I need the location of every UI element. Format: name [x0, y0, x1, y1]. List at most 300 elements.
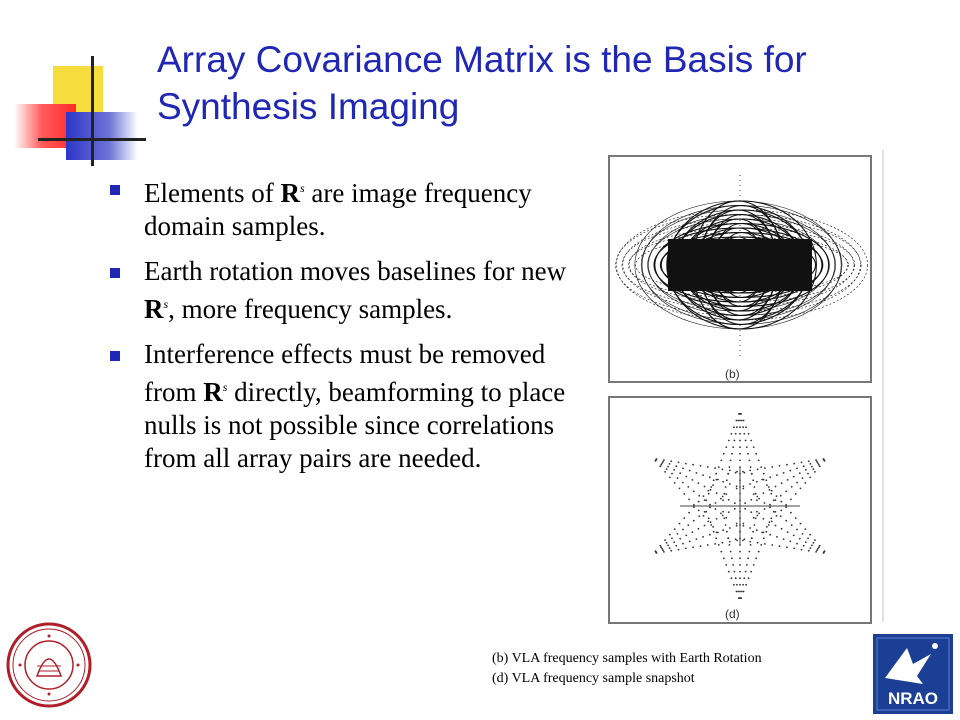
uv-sample-dot: [793, 476, 795, 478]
uv-sample-dot: [704, 525, 706, 527]
uv-sample-dot: [783, 538, 785, 540]
uv-sample-dot: [704, 511, 706, 513]
uv-sample-dot: [789, 470, 791, 472]
uv-sample-dot: [731, 453, 733, 455]
uv-sample-dot: [785, 490, 787, 492]
uv-sample-dot: [707, 466, 709, 468]
uv-sample-dot: [732, 564, 734, 566]
uv-sample-dot: [736, 485, 738, 487]
uv-sample-dot: [824, 460, 826, 462]
uv-sample-dot: [662, 549, 664, 551]
uv-sample-dot: [660, 546, 662, 548]
uv-sample-dot: [715, 508, 717, 510]
uv-sample-dot: [755, 557, 757, 559]
uv-sample-dot: [769, 504, 771, 506]
uv-sample-dot: [745, 426, 747, 428]
uv-sample-dot: [739, 420, 741, 422]
uv-sample-dot: [783, 472, 785, 474]
uv-sample-dot: [753, 564, 755, 566]
uv-sample-dot: [713, 531, 715, 533]
uv-sample-dot: [769, 476, 771, 478]
bullet-text-post: are image frequency domain samples.: [144, 178, 532, 241]
uv-sample-dot: [811, 545, 813, 547]
uv-sample-dot: [763, 518, 765, 520]
uv-sample-dot: [725, 446, 727, 448]
uv-sample-dot: [810, 463, 812, 465]
uv-sample-dot: [698, 515, 700, 517]
uv-sample-dot: [750, 571, 752, 573]
uv-sample-dot: [698, 495, 700, 497]
uv-sample-dot: [745, 571, 747, 573]
uv-sample-dot: [749, 541, 751, 543]
uv-sample-dot: [771, 544, 773, 546]
uv-sample-dot: [779, 465, 781, 467]
uv-sample-dot: [725, 493, 727, 495]
uv-sample-dot: [728, 499, 730, 501]
uv-sample-dot: [709, 504, 711, 506]
uv-sample-dot: [743, 577, 745, 579]
bullet-marker-icon: [110, 268, 120, 278]
uv-sample-dot: [698, 528, 700, 530]
uv-sample-dot: [702, 536, 704, 538]
uv-sample-dot: [815, 551, 817, 553]
uv-sample-dot: [666, 542, 668, 544]
uv-sample-dot: [742, 488, 744, 490]
uv-sample-dot: [751, 473, 753, 475]
uv-sample-dot: [739, 453, 741, 455]
uv-sample-dot: [816, 461, 818, 463]
uv-sample-dot: [743, 591, 745, 593]
uv-sample-dot: [683, 517, 685, 519]
uv-sample-dot: [728, 571, 730, 573]
uv-sample-dot: [752, 479, 754, 481]
bullet-marker-icon: [110, 185, 120, 195]
uv-sample-dot: [727, 537, 729, 539]
uv-sample-dot: [747, 557, 749, 559]
uv-sample-dot: [750, 440, 752, 442]
uv-sample-dot: [670, 550, 672, 552]
uv-sample-dot: [742, 523, 744, 525]
uv-sample-dot: [756, 515, 758, 517]
uv-sample-dot: [661, 548, 663, 550]
uv-sample-dot: [781, 528, 783, 530]
uv-sample-dot: [675, 545, 677, 547]
uv-sample-dot: [713, 479, 715, 481]
uv-sample-dot: [749, 460, 751, 462]
uv-sample-dot: [722, 515, 724, 517]
uv-sample-dot: [808, 550, 810, 552]
uv-sample-dot: [739, 460, 741, 462]
uv-sample-dot: [771, 521, 773, 523]
uv-sample-dot: [742, 540, 744, 542]
uv-sample-dot: [771, 490, 773, 492]
bullet-text-sup: s: [299, 181, 305, 195]
uv-sample-dot: [732, 446, 734, 448]
uv-sample-dot: [728, 511, 730, 513]
uv-snapshot-plot: [610, 398, 870, 622]
uv-sample-dot: [754, 524, 756, 526]
uv-sample-dot: [737, 591, 739, 593]
uv-sample-dot: [756, 511, 758, 513]
uv-sample-dot: [674, 528, 676, 530]
uv-sample-dot: [739, 433, 741, 435]
uv-sample-dot: [758, 513, 760, 515]
uv-sample-dot: [723, 517, 725, 519]
uv-sample-dot: [685, 535, 687, 537]
uv-sample-dot: [753, 517, 755, 519]
uv-sample-dot: [710, 486, 712, 488]
uv-sample-dot: [818, 464, 820, 466]
uv-sample-dot: [671, 538, 673, 540]
uv-sample-dot: [739, 571, 741, 573]
bullet-text-post: directly, beamforming to place nulls is not possible since correlations from all array pairs are needed.: [144, 377, 566, 473]
uv-sample-dot: [720, 513, 722, 515]
uv-sample-dot: [739, 466, 741, 468]
uv-sample-dot: [735, 472, 737, 474]
uv-sample-dot: [673, 469, 675, 471]
bullet-item: [108, 338, 570, 475]
uv-sample-dot: [810, 547, 812, 549]
uv-sample-dot: [729, 544, 731, 546]
uv-sample-dot: [685, 476, 687, 478]
uv-sample-dot: [738, 597, 740, 599]
uv-sample-dot: [742, 584, 744, 586]
uv-sample-dot: [814, 471, 816, 473]
uv-sample-dot: [770, 517, 772, 519]
uv-sample-dot: [689, 470, 691, 472]
uv-sample-dot: [736, 488, 738, 490]
uv-sample-dot: [710, 489, 712, 491]
uv-sample-dot: [793, 548, 795, 550]
uv-sample-dot: [753, 446, 755, 448]
slide-title: [157, 36, 937, 130]
uv-sample-dot: [667, 545, 669, 547]
uv-sample-dot: [679, 523, 681, 525]
uv-sample-dot: [739, 577, 741, 579]
uv-sample-dot: [669, 547, 671, 549]
uv-sample-dot: [712, 526, 714, 528]
uv-sample-dot: [807, 473, 809, 475]
uv-sample-dot: [715, 473, 717, 475]
uv-sample-dot: [816, 549, 818, 551]
uv-sample-dot: [714, 467, 716, 469]
uv-sample-dot: [710, 521, 712, 523]
uv-sample-dot: [734, 508, 736, 510]
uv-sample-dot: [790, 512, 792, 514]
uv-sample-dot: [791, 524, 793, 526]
uv-sample-dot: [722, 496, 724, 498]
uv-sample-dot: [780, 515, 782, 517]
uv-sample-dot: [708, 517, 710, 519]
uv-sample-dot: [763, 537, 765, 539]
uv-sample-dot: [790, 499, 792, 501]
uv-sample-dot: [776, 474, 778, 476]
uv-sample-dot: [755, 493, 757, 495]
slide-title-line1: Array Covariance Matrix is the Basis for: [157, 39, 807, 80]
uv-sample-dot: [799, 472, 801, 474]
uv-sample-dot: [685, 548, 687, 550]
bullet-text-post: , more frequency samples.: [168, 294, 453, 324]
uv-sample-dot: [796, 529, 798, 531]
uv-sample-dot: [739, 544, 741, 546]
uv-sample-dot: [739, 584, 741, 586]
uv-sample-dot: [698, 482, 700, 484]
uv-sample-dot: [707, 521, 709, 523]
uv-sample-dot: [775, 511, 777, 513]
uv-sample-dot: [710, 524, 712, 526]
uv-sample-dot: [773, 499, 775, 501]
uv-sample-dot: [754, 486, 756, 488]
uv-sample-dot: [750, 466, 752, 468]
uv-sample-dot: [682, 468, 684, 470]
uv-sample-dot: [780, 501, 782, 503]
uv-sample-dot: [693, 520, 695, 522]
uv-sample-dot: [764, 502, 766, 504]
uv-sample-dot: [729, 466, 731, 468]
uv-sample-dot: [689, 541, 691, 543]
uv-sample-dot: [703, 495, 705, 497]
uv-sample-dot: [795, 493, 797, 495]
uv-sample-dot: [717, 532, 719, 534]
uv-sample-dot: [682, 529, 684, 531]
uv-sample-dot: [802, 533, 804, 535]
uv-sample-dot: [761, 479, 763, 481]
uv-sample-dot: [709, 476, 711, 478]
uv-sample-dot: [734, 440, 736, 442]
uv-sample-dot: [685, 463, 687, 465]
uv-sample-dot: [770, 493, 772, 495]
uv-sample-dot: [734, 502, 736, 504]
uv-sample-dot: [776, 536, 778, 538]
uv-sample-dot: [736, 540, 738, 542]
uv-sample-dot: [664, 471, 666, 473]
uv-sample-dot: [769, 507, 771, 509]
uv-sample-dot: [669, 463, 671, 465]
uv-sample-dot: [702, 474, 704, 476]
uv-sample-dot: [766, 526, 768, 528]
uv-sample-dot: [748, 577, 750, 579]
uv-sample-dot: [722, 511, 724, 513]
uv-sample-dot: [707, 544, 709, 546]
uv-sample-dot: [787, 479, 789, 481]
uv-sample-dot: [730, 551, 732, 553]
uv-sample-dot: [743, 433, 745, 435]
uv-tracks-plot: [610, 157, 870, 381]
uv-sample-dot: [769, 521, 771, 523]
bullet-text-bold: R: [280, 178, 300, 208]
uv-sample-dot: [729, 483, 731, 485]
uv-sample-dot: [660, 464, 662, 466]
decor-vertical-line: [91, 56, 94, 166]
uv-sample-dot: [805, 469, 807, 471]
uv-sample-dot: [723, 493, 725, 495]
uv-sample-dot: [773, 511, 775, 513]
uv-sample-dot: [673, 541, 675, 543]
uv-sample-dot: [775, 525, 777, 527]
uv-sample-dot: [750, 511, 752, 513]
uv-sample-dot: [698, 501, 700, 503]
uv-sample-dot: [804, 482, 806, 484]
uv-sample-dot: [677, 533, 679, 535]
uv-sample-dot: [764, 508, 766, 510]
uv-sample-dot: [725, 486, 727, 488]
uv-sample-dot: [736, 591, 738, 593]
uv-sample-dot: [729, 527, 731, 529]
uv-sample-dot: [670, 460, 672, 462]
uv-sample-dot: [700, 545, 702, 547]
uv-sample-dot: [809, 534, 811, 536]
uv-sample-dot: [693, 490, 695, 492]
uv-sample-dot: [744, 508, 746, 510]
uv-sample-dot: [678, 549, 680, 551]
uv-sample-dot: [764, 467, 766, 469]
uv-sample-dot: [801, 549, 803, 551]
uv-sample-dot: [728, 440, 730, 442]
uv-sample-dot: [818, 546, 820, 548]
uv-sample-dot: [800, 523, 802, 525]
uv-sample-dot: [739, 557, 741, 559]
uv-sample-dot: [781, 482, 783, 484]
uv-sample-dot: [722, 481, 724, 483]
uv-sample-dot: [819, 466, 821, 468]
uv-sample-dot: [815, 459, 817, 461]
uv-sample-dot: [692, 479, 694, 481]
uv-sample-dot: [813, 468, 815, 470]
uv-sample-dot: [796, 482, 798, 484]
uv-sample-dot: [736, 584, 738, 586]
uv-sample-dot: [722, 468, 724, 470]
uv-sample-dot: [744, 472, 746, 474]
uv-sample-dot: [771, 466, 773, 468]
uv-sample-dot: [749, 483, 751, 485]
uv-sample-dot: [716, 479, 718, 481]
uv-sample-dot: [736, 525, 738, 527]
bullet-marker-icon: [110, 351, 120, 361]
uv-sample-dot: [730, 460, 732, 462]
uv-sample-dot: [795, 517, 797, 519]
uv-sample-dot: [659, 545, 661, 547]
uv-sample-dot: [766, 484, 768, 486]
uv-sample-dot: [751, 537, 753, 539]
uv-sample-dot: [750, 544, 752, 546]
uv-sample-dot: [756, 529, 758, 531]
uv-sample-dot: [768, 486, 770, 488]
bullet-item: [108, 172, 570, 243]
uv-sample-dot: [743, 525, 745, 527]
uv-sample-dot: [739, 564, 741, 566]
uv-sample-dot: [731, 433, 733, 435]
uv-sample-dot: [741, 591, 743, 593]
uv-sample-dot: [744, 502, 746, 504]
uv-sample-dot: [725, 524, 727, 526]
uv-sample-dot: [709, 534, 711, 536]
uv-sample-dot: [801, 462, 803, 464]
uv-sample-dot: [736, 420, 738, 422]
uv-sample-dot: [763, 492, 765, 494]
uv-sample-dot: [744, 538, 746, 540]
uv-sample-dot: [696, 538, 698, 540]
figure-b-uv-tracks: [608, 155, 872, 383]
uv-sample-dot: [743, 420, 745, 422]
uv-sample-dot: [671, 473, 673, 475]
uv-sample-dot: [768, 524, 770, 526]
uv-sample-dot: [722, 529, 724, 531]
uv-sample-dot: [749, 470, 751, 472]
uv-sample-dot: [823, 552, 825, 554]
uv-sample-dot: [677, 477, 679, 479]
uv-sample-dot: [791, 486, 793, 488]
decor-blue-block: [66, 112, 138, 160]
uv-sample-dot: [780, 495, 782, 497]
uv-sample-dot: [800, 488, 802, 490]
uv-sample-dot: [811, 466, 813, 468]
uv-sample-dot: [765, 531, 767, 533]
uv-sample-dot: [720, 551, 722, 553]
uv-sample-dot: [718, 466, 720, 468]
bullet-text-bold: R: [203, 377, 223, 407]
uv-sample-dot: [731, 557, 733, 559]
uv-sample-dot: [688, 512, 690, 514]
uv-sample-dot: [739, 426, 741, 428]
uv-sample-dot: [749, 527, 751, 529]
figure-panel: [600, 150, 884, 622]
uv-sample-dot: [776, 495, 778, 497]
uv-sample-dot: [755, 453, 757, 455]
bullet-text-sup: s: [163, 297, 169, 311]
uv-sample-dot: [752, 531, 754, 533]
uv-sample-dot: [776, 515, 778, 517]
uv-sample-dot: [739, 446, 741, 448]
uv-sample-dot: [663, 551, 665, 553]
uv-sample-dot: [763, 473, 765, 475]
uv-sample-dot: [809, 477, 811, 479]
uv-sample-dot: [704, 486, 706, 488]
uv-sample-dot: [807, 538, 809, 540]
uv-sample-dot: [747, 453, 749, 455]
uv-sample-dot: [786, 546, 788, 548]
uv-sample-dot: [740, 413, 742, 415]
nrao-logo-text: NRAO: [887, 689, 939, 708]
uv-sample-dot: [705, 499, 707, 501]
uv-sample-dot: [715, 502, 717, 504]
uv-sample-dot: [757, 542, 759, 544]
uv-sample-dot: [804, 528, 806, 530]
uv-sample-dot: [765, 479, 767, 481]
uv-sample-dot: [726, 479, 728, 481]
uv-sample-dot: [793, 463, 795, 465]
uv-sample-dot: [716, 492, 718, 494]
uv-sample-dot: [819, 545, 821, 547]
uv-sample-dot: [757, 468, 759, 470]
uv-sample-dot: [756, 496, 758, 498]
uv-sample-dot: [700, 465, 702, 467]
uv-sample-dot: [758, 551, 760, 553]
uv-sample-dot: [661, 462, 663, 464]
uv-sample-dot: [679, 488, 681, 490]
uv-sample-dot: [760, 466, 762, 468]
figure-caption: [492, 649, 872, 689]
uv-sample-dot: [756, 481, 758, 483]
uv-sample-dot: [803, 465, 805, 467]
uv-sample-dot: [779, 545, 781, 547]
uv-sample-dot: [679, 538, 681, 540]
uv-sample-dot: [746, 446, 748, 448]
uv-sample-dot: [716, 518, 718, 520]
uv-sample-dot: [737, 420, 739, 422]
uv-sample-dot: [808, 460, 810, 462]
uv-sample-dot: [793, 535, 795, 537]
uv-sample-dot: [758, 498, 760, 500]
